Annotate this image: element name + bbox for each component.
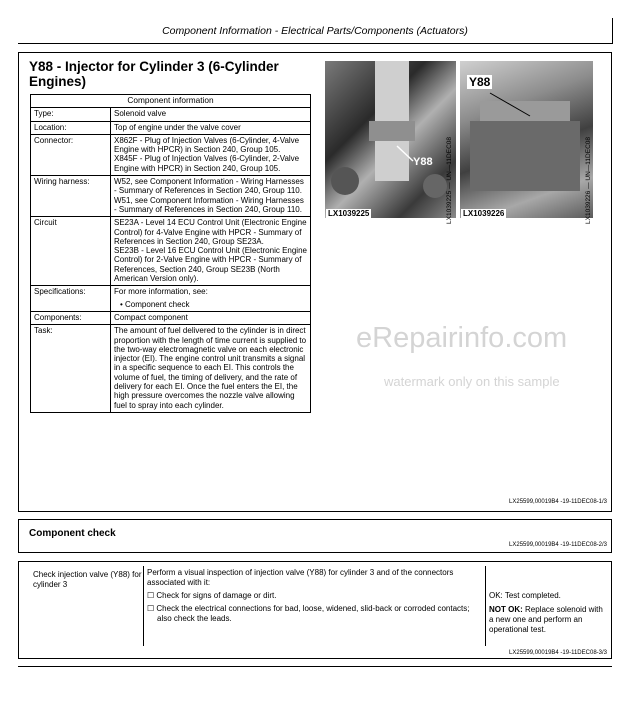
table-row bbox=[31, 286, 311, 312]
photo2-side-caption: LX1039226 — UN—11DEC08 bbox=[585, 137, 592, 224]
engine-part bbox=[331, 167, 359, 195]
table-row bbox=[31, 176, 311, 217]
component-check-section bbox=[18, 519, 612, 553]
valve-cover bbox=[480, 101, 570, 121]
table-header: Component information bbox=[31, 95, 311, 108]
row-key: Connector: bbox=[31, 134, 111, 175]
section2-ref: LX25599,00019B4 -19-11DEC08-2/3 bbox=[509, 542, 607, 548]
checklist-item-text: Check the electrical connections for bad, loose, widened, slid-back or corroded contacts; also check the leads. bbox=[156, 604, 470, 623]
row-key: Components: bbox=[31, 311, 111, 324]
row-value: The amount of fuel delivered to the cylinder is in direct proportion with the length of time current is supplied to the two-way electromagnetic valve on each electronic injector (EI). The engine control unit transmits a signal in a specific sequence to each EI. This controls the volume of fuel, the timing of delivery, and the rate of delivery for each EI. Once the fuel enters the EI, the high pressure overcomes the nozzle valve allowing fuel to spray into each cylinder. bbox=[111, 325, 311, 413]
instruction-text: Perform a visual inspection of injection valve (Y88) for cylinder 3 and of the connectors associated with it: bbox=[147, 568, 454, 587]
page-bottom-rule bbox=[18, 666, 612, 667]
checklist-item: ☐ Check for signs of damage or dirt. bbox=[147, 591, 277, 600]
column-divider bbox=[143, 566, 144, 646]
page-header-title: Component Information - Electrical Parts/Components (Actuators) bbox=[162, 25, 468, 37]
row-value bbox=[111, 176, 311, 217]
engine-part bbox=[423, 174, 447, 198]
table-row bbox=[31, 121, 311, 134]
connector-1: X862F - Plug of Injection Valves (6-Cylinder, 4-Valve Engine with HPCR) in Section 240, Group 105. bbox=[114, 135, 300, 155]
injector-illustration bbox=[325, 61, 456, 218]
spec-bullet[interactable]: • Component check bbox=[120, 299, 190, 309]
photo1-side-caption: LX1039225 — UN—11DEC08 bbox=[446, 137, 453, 224]
circuit-2: SE23B - Level 16 ECU Control Unit (Electronic Engine Control) for 2-Valve Engine with HPCR - Summary of References, Section 240, Group SE23B (North American Version only). bbox=[114, 246, 307, 284]
row-key: Wiring harness: bbox=[31, 176, 111, 217]
row-value bbox=[111, 286, 311, 312]
section1-ref: LX25599,00019B4 -19-11DEC08-1/3 bbox=[509, 499, 607, 505]
connector-2: X845F - Plug of Injection Valves (6-Cylinder, 2-Valve Engine with HPCR) in Section 240, Group 105. bbox=[114, 154, 300, 173]
engine-block bbox=[470, 121, 580, 191]
row-value bbox=[111, 217, 311, 286]
photo2-label: Y88 bbox=[469, 75, 491, 89]
ok-label: OK: bbox=[489, 591, 503, 600]
ok-result bbox=[489, 591, 604, 601]
page-header bbox=[18, 18, 613, 44]
check-name: Check injection valve (Y88) for cylinder 3 bbox=[33, 570, 142, 589]
notok-result bbox=[489, 605, 604, 635]
photo1-label: Y88 bbox=[413, 156, 433, 168]
photo1-caption: LX1039225 bbox=[328, 209, 370, 218]
harness-1: W52, see Component Information - Wiring Harnesses - Summary of References in Section 240, Group 110. bbox=[114, 177, 304, 196]
row-value bbox=[111, 134, 311, 175]
component-info-section bbox=[18, 52, 612, 512]
photo2-caption: LX1039226 bbox=[463, 209, 505, 218]
notok-text: Replace solenoid with a new one and perform an operational test. bbox=[489, 605, 603, 634]
row-value: Top of engine under the valve cover bbox=[111, 121, 311, 134]
component-title: Y88 - Injector for Cylinder 3 (6-Cylinder Engines) bbox=[29, 59, 279, 89]
row-key: Circuit bbox=[31, 217, 111, 286]
row-value: Compact component bbox=[111, 311, 311, 324]
table-row bbox=[31, 134, 311, 175]
column-divider bbox=[485, 566, 486, 646]
circuit-1: SE23A - Level 14 ECU Control Unit (Electronic Engine Control) for 4-Valve Engine with HPCR - Summary of References in Section 240, Group SE23A. bbox=[114, 218, 307, 246]
checklist-item-text: Check for signs of damage or dirt. bbox=[156, 591, 277, 600]
row-key: Task: bbox=[31, 325, 111, 413]
check-results bbox=[489, 591, 604, 635]
table-row bbox=[31, 325, 311, 413]
watermark-site: eRepairinfo.com bbox=[356, 322, 568, 354]
injection-valve-check bbox=[18, 561, 612, 659]
row-key: Specifications: bbox=[31, 286, 111, 312]
component-info-table bbox=[30, 94, 311, 413]
injector-collar bbox=[369, 121, 415, 141]
row-key: Type: bbox=[31, 108, 111, 121]
table-row bbox=[31, 217, 311, 286]
section3-ref: LX25599,00019B4 -19-11DEC08-3/3 bbox=[509, 650, 607, 656]
spec-text: For more information, see: bbox=[114, 287, 208, 297]
row-key: Location: bbox=[31, 121, 111, 134]
check-instructions bbox=[147, 568, 483, 624]
injector-photo bbox=[325, 61, 456, 218]
row-value: Solenoid valve bbox=[111, 108, 311, 121]
component-check-link[interactable]: Component check bbox=[125, 299, 190, 309]
table-row bbox=[31, 108, 311, 121]
watermark-note: watermark only on this sample bbox=[384, 374, 560, 389]
component-check-title: Component check bbox=[29, 528, 116, 539]
ok-text: Test completed. bbox=[504, 591, 561, 600]
checklist-item: ☐ Check the electrical connections for bad, loose, widened, slid-back or corroded contacts; also check the leads. bbox=[147, 604, 470, 623]
notok-label: NOT OK: bbox=[489, 605, 523, 614]
table-row bbox=[31, 311, 311, 324]
harness-2: W51, see Component Information - Wiring Harnesses - Summary of References in Section 240, Group 110. bbox=[114, 195, 304, 214]
